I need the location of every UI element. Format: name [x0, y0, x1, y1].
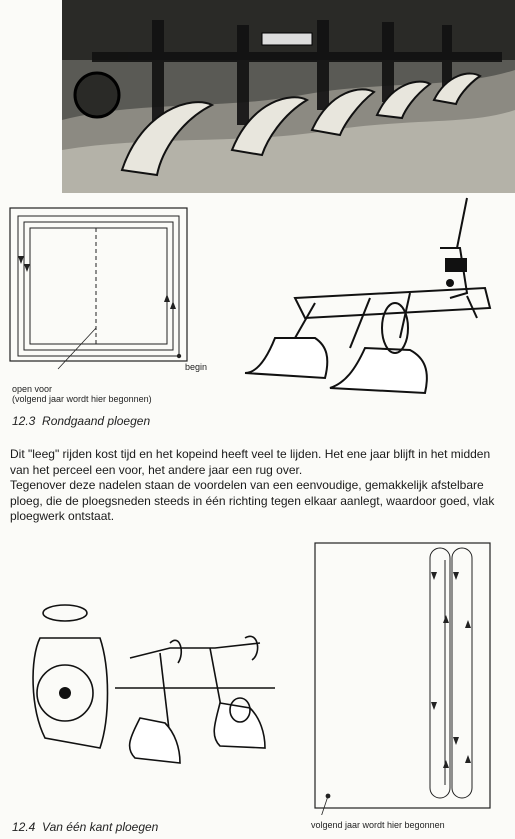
- field-diagram-round: [8, 206, 193, 376]
- paragraph-2: Tegenover deze nadelen staan de voordelen van een eenvoudige, gemakkelijk afstelbare ploeg, die de ploegsneden steeds in één richting tegen elkaar aanlegt, waardoor goed, vlak ploegwerk ontstaat.: [10, 478, 495, 523]
- caption-12-4: 12.4 Van één kant ploegen: [12, 820, 159, 834]
- label-open-voor: open voor: [12, 384, 53, 394]
- paragraph-1: Dit "leeg" rijden kost tijd en het kopeind heeft veel te lijden. Het ene jaar blijft in het midden van het perceel een voor, het andere jaar een rug over.: [10, 447, 491, 477]
- tractor-plough-drawing-12-4: [30, 598, 290, 773]
- plough-drawing-12-3: [235, 188, 500, 403]
- field-diagram-one-side: [310, 540, 495, 815]
- label-open-voor-sub: (volgend jaar wordt hier begonnen): [12, 394, 152, 404]
- caption-12-3: 12.3 Rondgaand ploegen: [12, 414, 151, 428]
- begin-dot: [177, 354, 181, 358]
- body-text: [10, 447, 510, 525]
- label-begin: begin: [185, 362, 208, 372]
- label-next-year: volgend jaar wordt hier begonnen: [311, 820, 445, 830]
- plough-field-photo: [62, 0, 515, 193]
